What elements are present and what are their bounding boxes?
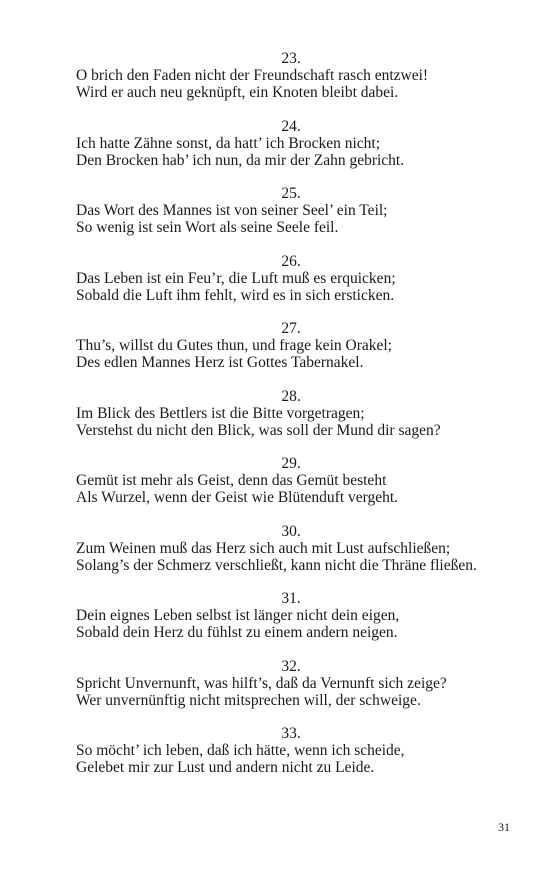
verse	[76, 725, 496, 776]
verse-line: Gelebet mir zur Lust und andern nicht zu Leide.	[76, 759, 375, 776]
verse-line: Den Brocken hab’ ich nun, da mir der Zahn gebricht.	[76, 151, 405, 169]
verse-number: 33.	[281, 725, 301, 742]
verse-number: 30.	[281, 522, 301, 540]
verse-list	[76, 50, 496, 793]
verse-line: O brich den Faden nicht der Freundschaft rasch entzwei!	[76, 67, 429, 84]
verse-number: 24.	[281, 117, 301, 135]
verse-line: Thu’s, willst du Gutes thun, und frage kein Orakel;	[76, 337, 392, 354]
verse-line: Sobald dein Herz du fühlst zu einem andern neigen.	[76, 624, 398, 641]
verse-line: Wer unvernünftig nicht mitsprechen will, der schweige.	[76, 691, 421, 709]
verse-number: 26.	[281, 252, 301, 270]
verse-number: 32.	[281, 657, 301, 675]
verse-line: Zum Weinen muß das Herz sich auch mit Lust aufschließen;	[76, 539, 451, 557]
verse	[76, 388, 496, 439]
verse-line: Sobald die Luft ihm fehlt, wird es in sich ersticken.	[76, 286, 395, 304]
verse-number: 29.	[281, 455, 301, 472]
verse	[76, 455, 496, 506]
verse-number: 27.	[281, 320, 301, 337]
verse-line: Als Wurzel, wenn der Geist wie Blütenduft vergeht.	[76, 489, 399, 506]
verse-line: Das Wort des Mannes ist von seiner Seel’ ein Teil;	[76, 202, 388, 219]
verse-number: 28.	[281, 387, 301, 405]
verse	[76, 118, 496, 169]
verse-number: 31.	[281, 590, 301, 607]
verse-line: So möcht’ ich leben, daß ich hätte, wenn ich scheide,	[76, 742, 405, 759]
verse-line: Spricht Unvernunft, was hilft’s, daß da Vernunft sich zeige?	[76, 674, 447, 692]
verse	[76, 523, 496, 574]
verse	[76, 320, 496, 371]
verse-number: 25.	[281, 185, 301, 202]
verse	[76, 253, 496, 304]
verse-line: Solang’s der Schmerz verschließt, kann nicht die Thräne fließen.	[76, 556, 477, 574]
verse-line: Ich hatte Zähne sonst, da hatt’ ich Brocken nicht;	[76, 134, 381, 152]
verse-number: 23.	[281, 50, 301, 67]
verse-line: Verstehst du nicht den Blick, was soll der Mund dir sagen?	[76, 421, 441, 439]
verse-line: Im Blick des Bettlers ist die Bitte vorgetragen;	[76, 404, 365, 422]
verse	[76, 658, 496, 709]
verse	[76, 185, 496, 236]
verse-line: Des edlen Mannes Herz ist Gottes Tabernakel.	[76, 354, 364, 371]
verse-line: Gemüt ist mehr als Geist, denn das Gemüt besteht	[76, 472, 387, 489]
page-number: 31	[498, 820, 510, 834]
verse-line: Wird er auch neu geknüpft, ein Knoten bleibt dabei.	[76, 84, 399, 101]
verse-line: So wenig ist sein Wort als seine Seele feil.	[76, 219, 339, 236]
verse-line: Dein eignes Leben selbst ist länger nicht dein eigen,	[76, 607, 400, 624]
verse	[76, 50, 496, 101]
verse-line: Das Leben ist ein Feu’r, die Luft muß es erquicken;	[76, 269, 396, 287]
verse	[76, 590, 496, 641]
